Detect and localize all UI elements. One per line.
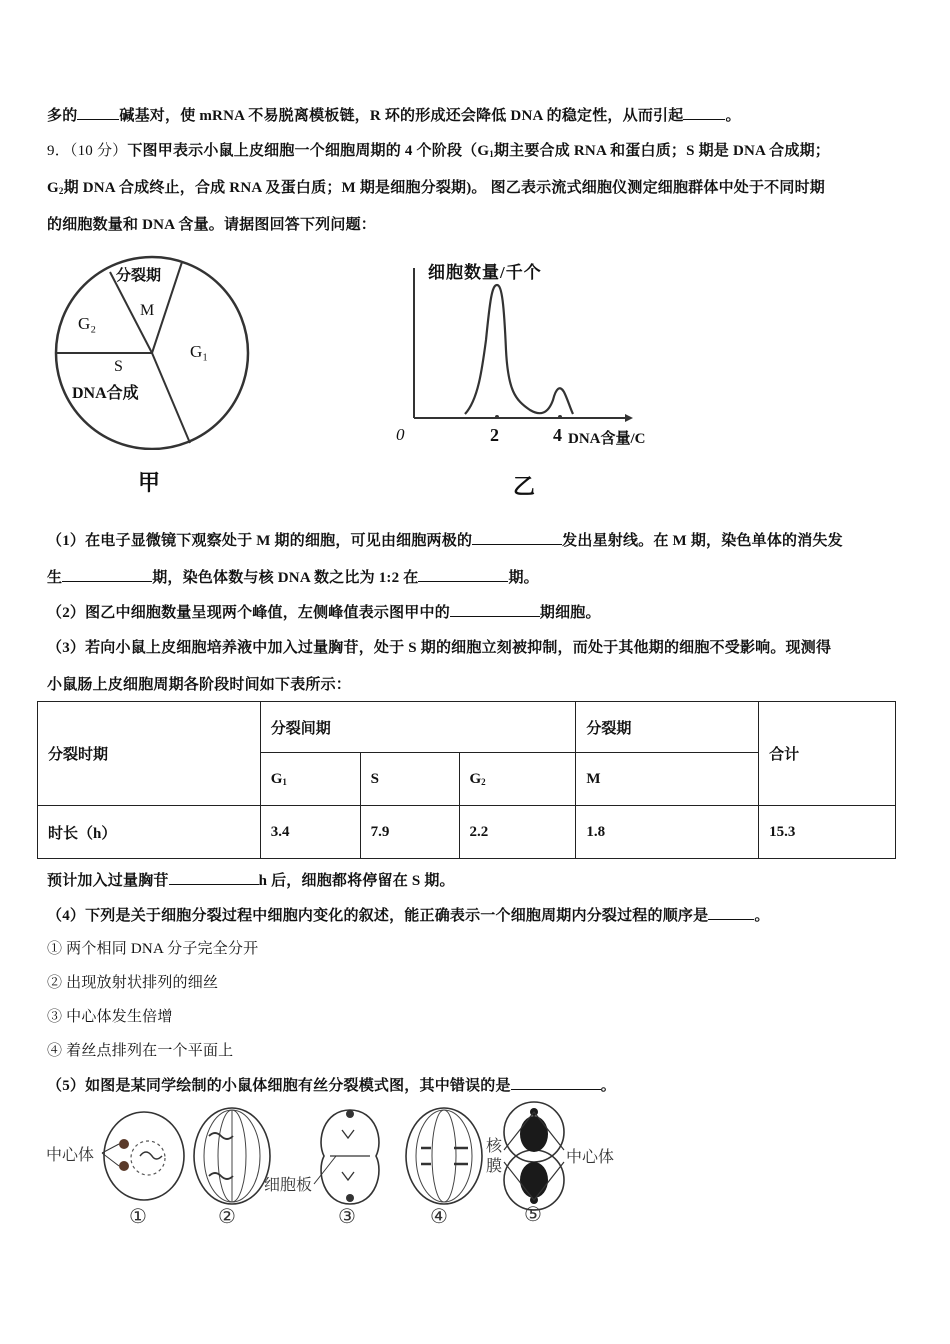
cell-cycle-pie-figure — [50, 250, 250, 450]
q2-text: 期细胞。 — [539, 605, 601, 621]
answer-blank[interactable] — [708, 907, 754, 920]
table-header-total: 合计 — [759, 702, 896, 806]
answer-blank[interactable] — [62, 569, 152, 582]
q4-option-2: ② 出现放射状排列的细丝 — [47, 975, 219, 991]
q1-text: 发出星射线。在 M 期，染色单体的消失发 — [562, 533, 843, 549]
q5-stem — [47, 1074, 616, 1095]
q1-line-1 — [47, 529, 843, 550]
chart-tick-4: 4 — [553, 425, 562, 445]
q1-text: （1）在电子显微镜下观察处于 M 期的细胞，可见由细胞两极的 — [47, 533, 473, 549]
stem-text: G — [47, 180, 59, 196]
table-value-m: 1.8 — [576, 806, 759, 859]
pie-label-s: S — [114, 358, 123, 375]
cell-number-1: ① — [129, 1206, 147, 1228]
answer-blank[interactable] — [169, 872, 259, 885]
cell-number-4: ④ — [430, 1206, 448, 1228]
table-value-g2: 2.2 — [459, 806, 576, 859]
q4-text: （4）下列是关于细胞分裂过程中细胞内变化的叙述，能正确表示一个细胞周期内分裂过程的顺序是 — [47, 908, 709, 924]
intro-line — [47, 104, 741, 125]
pie-label-mitosis: 分裂期 — [116, 268, 162, 284]
q3-line-2: 小鼠肠上皮细胞周期各阶段时间如下表所示： — [47, 677, 352, 693]
q5-text: （5）如图是某同学绘制的小鼠体细胞有丝分裂模式图，其中错误的是 — [47, 1078, 511, 1094]
cell-number-3: ③ — [338, 1206, 356, 1228]
cell-number-5: ⑤ — [524, 1204, 542, 1226]
answer-blank[interactable] — [418, 569, 508, 582]
table-value-s: 7.9 — [360, 806, 459, 859]
intro-text-3: 。 — [725, 108, 741, 124]
answer-blank[interactable] — [450, 604, 540, 617]
chart-ylabel: 细胞数量/千个 — [428, 263, 542, 282]
chart-origin: 0 — [396, 425, 405, 444]
intro-text-1: 多的 — [47, 108, 78, 124]
pie-label-g2: G₂ — [78, 314, 97, 333]
figure-caption-yi: 乙 — [513, 475, 536, 500]
q1-text: 生 — [47, 570, 63, 586]
chart-tick-2: 2 — [490, 425, 499, 445]
table-header-interphase: 分裂间期 — [260, 702, 576, 753]
label-centrosome-right: 中心体 — [566, 1147, 615, 1166]
stem-text: 期主要合成 RNA 和蛋白质；S 期是 DNA 合成期； — [493, 143, 830, 159]
table-header-mitosis: 分裂期 — [576, 702, 759, 753]
cell-number-2: ② — [218, 1206, 236, 1228]
table-phase-m: M — [576, 753, 759, 806]
q1-line-2 — [47, 566, 539, 587]
stem-text: 期 DNA 合成终止，合成 RNA 及蛋白质；M 期是细胞分裂期)。 图乙表示流式细胞仪测定细胞群体中处于不同时期 — [63, 180, 825, 196]
table-phase-g1 — [260, 753, 360, 806]
subscript: 1 — [489, 149, 494, 159]
chart-xlabel: DNA含量/C — [568, 431, 646, 447]
flow-cytometry-chart — [390, 250, 710, 460]
table-phase-g2 — [459, 753, 576, 806]
q5-text: 。 — [600, 1078, 616, 1094]
table-row — [38, 806, 896, 859]
q2-line — [47, 601, 601, 622]
q3-after-table — [47, 869, 455, 890]
q4-option-3: ③ 中心体发生倍增 — [47, 1009, 173, 1025]
table-value-total: 15.3 — [759, 806, 896, 859]
q4-text: 。 — [754, 908, 770, 924]
intro-text-2: 碱基对，使 mRNA 不易脱离模板链，R 环的形成还会降低 DNA 的稳定性，从而引起 — [119, 108, 684, 124]
question-stem-line-1 — [47, 139, 830, 160]
cell-cycle-table — [37, 701, 896, 859]
label-cell-plate: 细胞板 — [264, 1175, 313, 1194]
label-centrosome-left: 中心体 — [46, 1145, 95, 1164]
question-stem-line-3: 的细胞数量和 DNA 含量。请据图回答下列问题： — [47, 217, 376, 233]
pie-label-m: M — [140, 302, 155, 319]
answer-blank[interactable] — [77, 107, 119, 120]
q1-text: 期。 — [508, 570, 539, 586]
answer-blank[interactable] — [683, 107, 725, 120]
phase-letter: G — [469, 770, 482, 787]
table-header-period: 分裂时期 — [38, 702, 261, 806]
subscript: 2 — [481, 776, 486, 787]
q3-text: 预计加入过量胸苷 — [47, 873, 169, 889]
table-phase-s: S — [360, 753, 459, 806]
q4-stem — [47, 904, 770, 925]
table-row-label: 时长（h） — [38, 806, 261, 859]
mitosis-diagram-figure — [44, 1100, 644, 1230]
q4-option-4: ④ 着丝点排列在一个平面上 — [47, 1043, 234, 1059]
subscript: 2 — [58, 186, 64, 196]
table-header-row — [38, 702, 896, 753]
pie-label-g1: G₁ — [190, 342, 209, 361]
question-number: 9．（10 分） — [47, 143, 128, 159]
q3-text: h 后，细胞都将停留在 S 期。 — [258, 873, 455, 889]
pie-label-dna-synthesis: DNA合成 — [72, 385, 139, 402]
answer-blank[interactable] — [511, 1077, 601, 1090]
subscript: 1 — [282, 776, 287, 787]
q3-line-1: （3）若向小鼠上皮细胞培养液中加入过量胸苷，处于 S 期的细胞立刻被抑制，而处于其他期的细胞不受影响。现测得 — [47, 640, 832, 656]
figure-caption-jia: 甲 — [138, 471, 161, 496]
q4-option-1: ① 两个相同 DNA 分子完全分开 — [47, 941, 259, 957]
stem-text: 下图甲表示小鼠上皮细胞一个细胞周期的 4 个阶段（G — [127, 143, 490, 159]
table-value-g1: 3.4 — [260, 806, 360, 859]
question-stem-line-2 — [47, 176, 825, 197]
q2-text: （2）图乙中细胞数量呈现两个峰值，左侧峰值表示图甲中的 — [47, 605, 450, 621]
answer-blank[interactable] — [472, 532, 562, 545]
label-nuclear-membrane: 核膜 — [486, 1136, 503, 1175]
phase-letter: G — [270, 770, 283, 787]
q1-text: 期，染色体数与核 DNA 数之比为 1:2 在 — [152, 570, 419, 586]
